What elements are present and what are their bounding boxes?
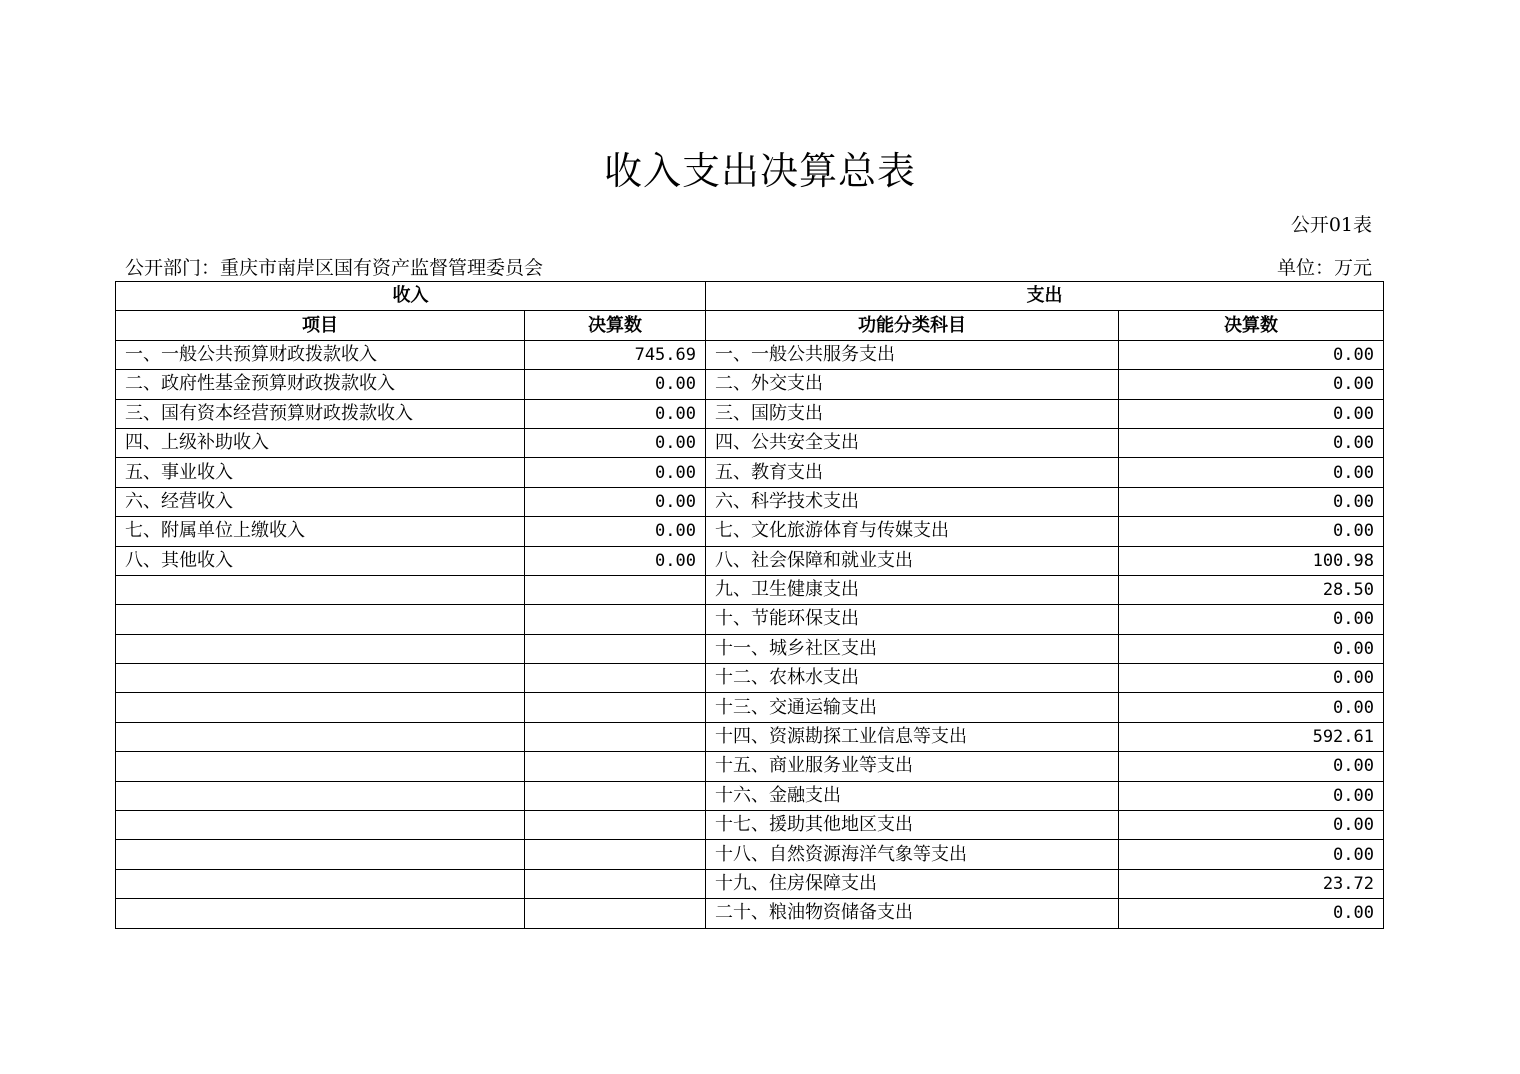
table-row — [116, 399, 1384, 428]
expense-value-cell: 0.00 — [1119, 517, 1384, 546]
expense-item-cell: 二十、粮油物资储备支出 — [706, 899, 1119, 928]
expense-value-cell: 592.61 — [1119, 722, 1384, 751]
income-item-cell: 六、经营收入 — [116, 487, 525, 516]
income-value-cell — [525, 664, 706, 693]
table-row — [116, 605, 1384, 634]
expense-value-cell: 0.00 — [1119, 899, 1384, 928]
income-value-cell: 745.69 — [525, 340, 706, 369]
expense-value-cell: 100.98 — [1119, 546, 1384, 575]
income-value-cell: 0.00 — [525, 458, 706, 487]
income-item-cell: 四、上级补助收入 — [116, 428, 525, 457]
department-label: 公开部门：重庆市南岸区国有资产监督管理委员会 — [125, 257, 544, 279]
page-title: 收入支出决算总表 — [603, 149, 916, 193]
table-row — [116, 722, 1384, 751]
income-item-cell: 三、国有资本经营预算财政拨款收入 — [116, 399, 525, 428]
table-row — [116, 899, 1384, 928]
expense-item-cell: 八、社会保障和就业支出 — [706, 546, 1119, 575]
expense-value-cell: 0.00 — [1119, 840, 1384, 869]
expense-item-cell: 十八、自然资源海洋气象等支出 — [706, 840, 1119, 869]
expense-value-cell: 0.00 — [1119, 781, 1384, 810]
income-value-cell: 0.00 — [525, 399, 706, 428]
expense-item-cell: 十二、农林水支出 — [706, 664, 1119, 693]
income-item-cell — [116, 634, 525, 663]
expense-value-cell: 0.00 — [1119, 634, 1384, 663]
table-row — [116, 781, 1384, 810]
income-item-cell — [116, 781, 525, 810]
table-row — [116, 517, 1384, 546]
income-item-cell — [116, 840, 525, 869]
expense-section-header: 支出 — [706, 282, 1384, 311]
income-value-cell — [525, 840, 706, 869]
income-item-cell — [116, 575, 525, 604]
expense-value-cell: 0.00 — [1119, 811, 1384, 840]
expense-item-cell: 六、科学技术支出 — [706, 487, 1119, 516]
income-value-cell — [525, 722, 706, 751]
expense-item-cell: 十七、援助其他地区支出 — [706, 811, 1119, 840]
expense-item-cell: 五、教育支出 — [706, 458, 1119, 487]
income-item-cell — [116, 605, 525, 634]
expense-value-cell: 0.00 — [1119, 487, 1384, 516]
income-value-cell: 0.00 — [525, 370, 706, 399]
expense-amount-column-header: 决算数 — [1119, 311, 1384, 340]
expense-value-cell: 0.00 — [1119, 752, 1384, 781]
table-row — [116, 811, 1384, 840]
table-row — [116, 458, 1384, 487]
income-item-cell: 五、事业收入 — [116, 458, 525, 487]
income-value-cell: 0.00 — [525, 487, 706, 516]
table-row — [116, 693, 1384, 722]
income-item-cell — [116, 693, 525, 722]
budget-table — [115, 281, 1384, 929]
table-code: 公开01表 — [1290, 214, 1372, 236]
expense-item-cell: 十九、住房保障支出 — [706, 869, 1119, 898]
income-value-cell — [525, 693, 706, 722]
expense-item-cell: 九、卫生健康支出 — [706, 575, 1119, 604]
income-item-cell — [116, 752, 525, 781]
expense-item-cell: 十一、城乡社区支出 — [706, 634, 1119, 663]
income-item-cell: 八、其他收入 — [116, 546, 525, 575]
income-item-cell — [116, 722, 525, 751]
expense-item-cell: 十、节能环保支出 — [706, 605, 1119, 634]
table-row — [116, 340, 1384, 369]
table-row — [116, 546, 1384, 575]
income-value-cell — [525, 869, 706, 898]
expense-value-cell: 0.00 — [1119, 340, 1384, 369]
income-amount-column-header: 决算数 — [525, 311, 706, 340]
expense-item-cell: 七、文化旅游体育与传媒支出 — [706, 517, 1119, 546]
expense-value-cell: 23.72 — [1119, 869, 1384, 898]
func-category-column-header: 功能分类科目 — [706, 311, 1119, 340]
table-row — [116, 634, 1384, 663]
income-item-cell — [116, 899, 525, 928]
income-item-cell: 七、附属单位上缴收入 — [116, 517, 525, 546]
income-value-cell — [525, 634, 706, 663]
item-column-header: 项目 — [116, 311, 525, 340]
expense-value-cell: 0.00 — [1119, 370, 1384, 399]
expense-value-cell: 0.00 — [1119, 428, 1384, 457]
income-value-cell: 0.00 — [525, 428, 706, 457]
table-row — [116, 664, 1384, 693]
expense-item-cell: 十六、金融支出 — [706, 781, 1119, 810]
expense-value-cell: 0.00 — [1119, 693, 1384, 722]
expense-item-cell: 十五、商业服务业等支出 — [706, 752, 1119, 781]
expense-value-cell: 0.00 — [1119, 664, 1384, 693]
income-item-cell — [116, 811, 525, 840]
table-section-header-row — [116, 282, 1384, 311]
table-row — [116, 752, 1384, 781]
expense-value-cell: 0.00 — [1119, 399, 1384, 428]
income-value-cell — [525, 752, 706, 781]
table-row — [116, 575, 1384, 604]
income-item-cell — [116, 664, 525, 693]
table-row — [116, 370, 1384, 399]
income-value-cell: 0.00 — [525, 546, 706, 575]
income-value-cell: 0.00 — [525, 517, 706, 546]
table-body — [116, 340, 1384, 928]
table-column-header-row — [116, 311, 1384, 340]
income-value-cell — [525, 575, 706, 604]
income-value-cell — [525, 781, 706, 810]
table-row — [116, 840, 1384, 869]
unit-label: 单位：万元 — [1276, 257, 1372, 279]
expense-item-cell: 一、一般公共服务支出 — [706, 340, 1119, 369]
table-row — [116, 428, 1384, 457]
income-section-header: 收入 — [116, 282, 706, 311]
income-value-cell — [525, 899, 706, 928]
income-value-cell — [525, 811, 706, 840]
table-row — [116, 869, 1384, 898]
expense-item-cell: 三、国防支出 — [706, 399, 1119, 428]
expense-item-cell: 四、公共安全支出 — [706, 428, 1119, 457]
income-item-cell: 一、一般公共预算财政拨款收入 — [116, 340, 525, 369]
expense-value-cell: 28.50 — [1119, 575, 1384, 604]
income-value-cell — [525, 605, 706, 634]
expense-value-cell: 0.00 — [1119, 458, 1384, 487]
expense-value-cell: 0.00 — [1119, 605, 1384, 634]
income-item-cell: 二、政府性基金预算财政拨款收入 — [116, 370, 525, 399]
expense-item-cell: 十四、资源勘探工业信息等支出 — [706, 722, 1119, 751]
income-item-cell — [116, 869, 525, 898]
table-row — [116, 487, 1384, 516]
expense-item-cell: 十三、交通运输支出 — [706, 693, 1119, 722]
expense-item-cell: 二、外交支出 — [706, 370, 1119, 399]
